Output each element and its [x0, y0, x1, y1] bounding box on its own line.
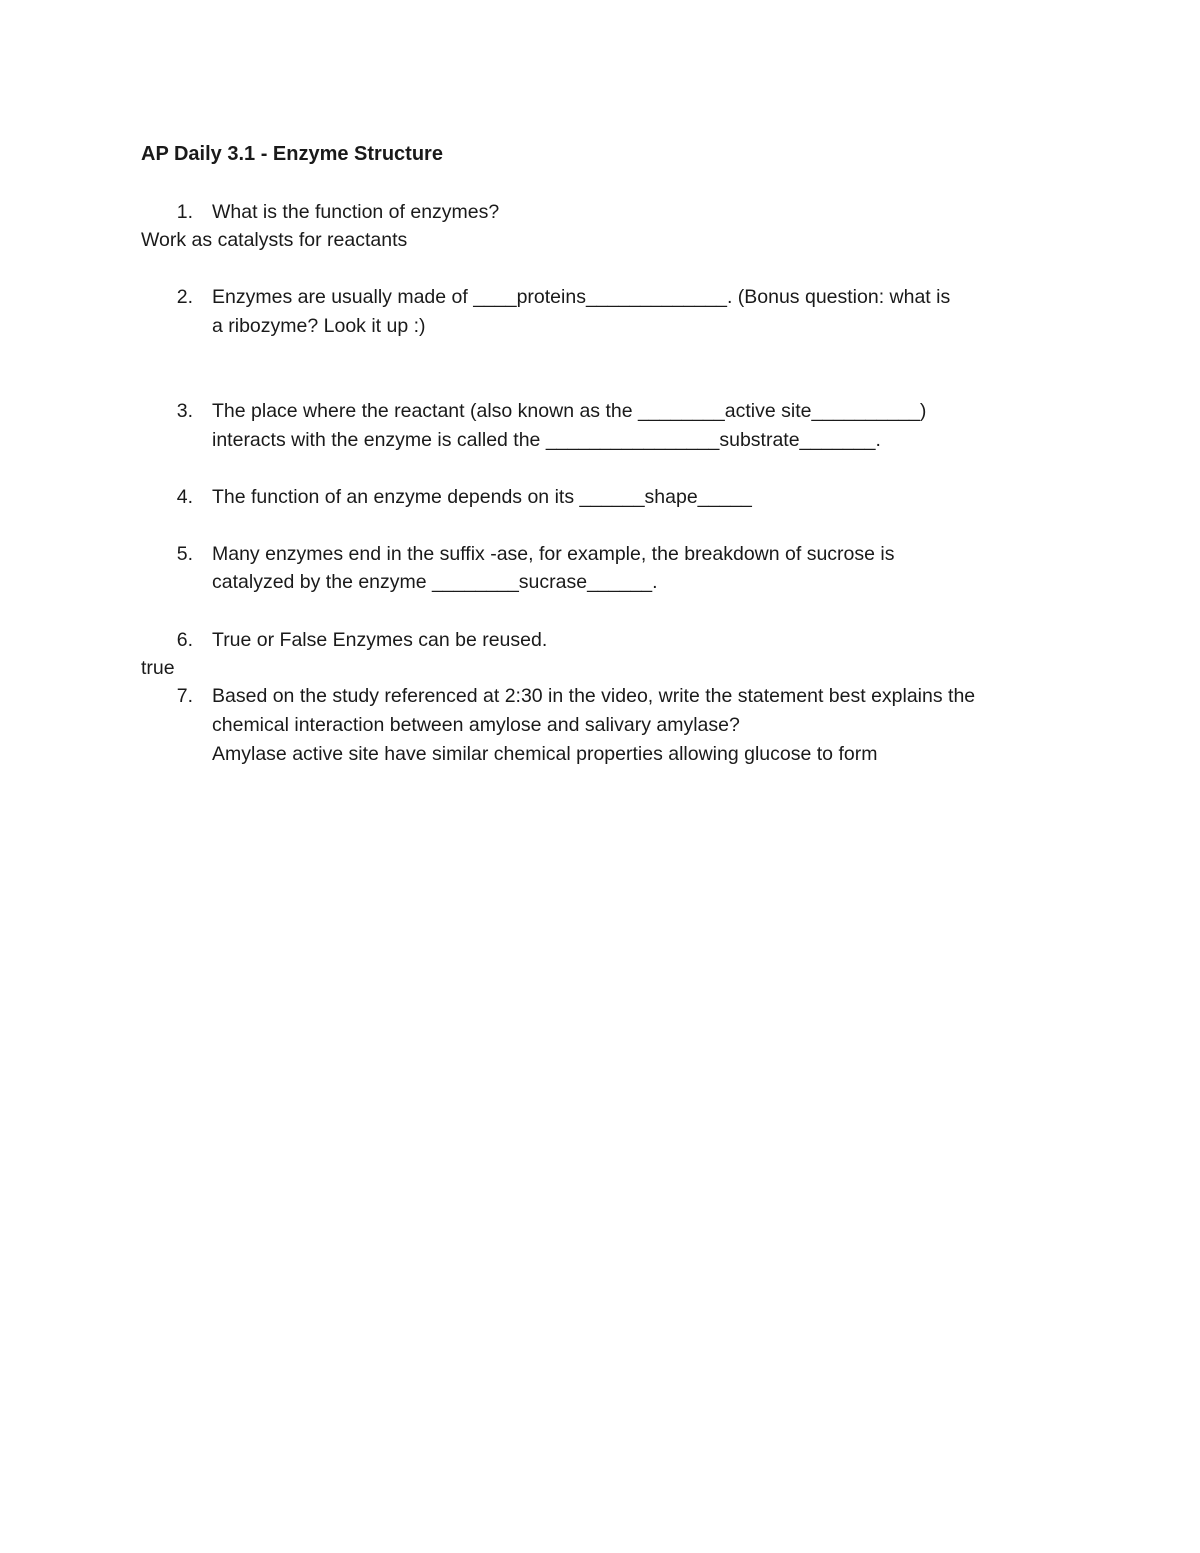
question-3-line-1: The place where the reactant (also known as the ________active site__________)	[212, 400, 927, 422]
question-number: 4.	[176, 486, 193, 508]
question-6-answer: true	[141, 657, 175, 679]
question-number: 5.	[176, 543, 193, 565]
question-1-text: What is the function of enzymes?	[212, 201, 500, 223]
question-5-line-2: catalyzed by the enzyme ________sucrase______.	[212, 571, 658, 593]
question-number: 2.	[176, 286, 193, 308]
question-7-answer: Amylase active site have similar chemical properties allowing glucose to form	[212, 743, 878, 765]
question-6-text: True or False Enzymes can be reused.	[212, 629, 548, 651]
question-number: 6.	[176, 629, 193, 651]
question-4-text: The function of an enzyme depends on its ______shape_____	[212, 486, 752, 508]
question-7-line-1: Based on the study referenced at 2:30 in the video, write the statement best explains the	[212, 685, 976, 707]
question-number: 1.	[176, 201, 193, 223]
page-title: AP Daily 3.1 - Enzyme Structure	[141, 143, 443, 165]
question-number: 7.	[176, 685, 193, 707]
question-number: 3.	[176, 400, 193, 422]
question-3-line-2: interacts with the enzyme is called the ________________substrate_______.	[212, 429, 881, 451]
question-2-line-2: a ribozyme? Look it up :)	[212, 315, 426, 337]
question-2-line-1: Enzymes are usually made of ____proteins_____________. (Bonus question: what is	[212, 286, 951, 308]
question-1-answer: Work as catalysts for reactants	[141, 229, 408, 251]
question-5-line-1: Many enzymes end in the suffix -ase, for example, the breakdown of sucrose is	[212, 543, 895, 565]
question-7-line-2: chemical interaction between amylose and salivary amylase?	[212, 714, 740, 736]
